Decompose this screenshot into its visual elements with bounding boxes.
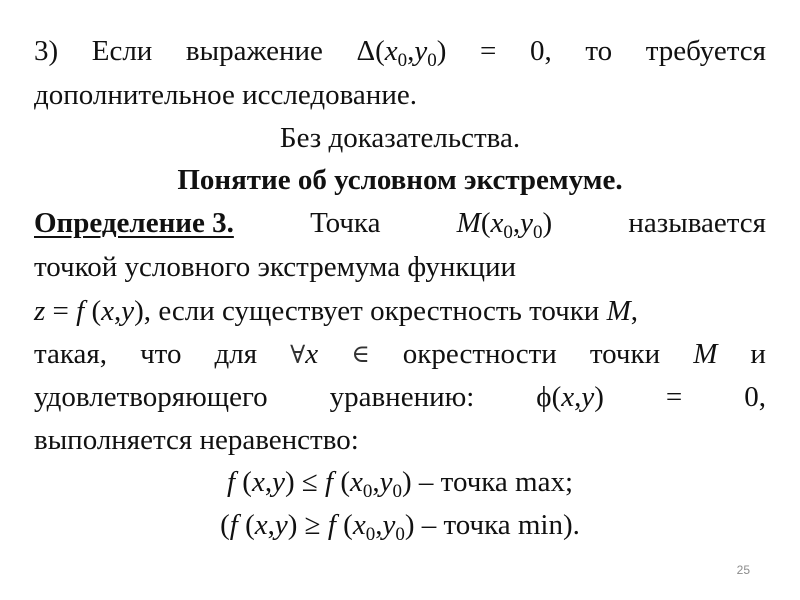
- paren-open: (: [237, 509, 255, 541]
- word: точки: [589, 338, 661, 370]
- delta-open: Δ(: [356, 35, 385, 67]
- max-label: ) – точка max;: [402, 466, 574, 498]
- word: такая,: [34, 338, 108, 370]
- var-x: x: [350, 466, 363, 498]
- var-x: x: [561, 381, 575, 413]
- paren-close: ),: [134, 295, 152, 327]
- var-f: f: [325, 466, 334, 498]
- paren-open: (: [480, 207, 491, 239]
- comma: ,: [264, 466, 273, 498]
- word: то: [585, 35, 613, 67]
- equals: =: [665, 381, 683, 413]
- paren-close: ): [542, 207, 553, 239]
- definition-line: [34, 203, 766, 243]
- subscript: 0: [395, 524, 405, 545]
- paren-open: (: [220, 509, 230, 541]
- comma: ,: [372, 466, 380, 498]
- paren-open: (: [235, 466, 252, 498]
- var-x: x: [305, 338, 319, 370]
- paren-close: ): [594, 381, 604, 413]
- no-proof-note: Без доказательства.: [279, 122, 521, 154]
- var-z: z: [34, 295, 46, 327]
- word: Точка: [310, 207, 381, 239]
- comma: ,: [267, 509, 275, 541]
- comma: ,: [574, 381, 582, 413]
- text-line: выполняется неравенство:: [34, 424, 359, 456]
- var-y: y: [520, 207, 533, 239]
- var-x: x: [384, 35, 398, 67]
- text-line: точкой условного экстремума функции: [34, 251, 517, 283]
- definition-label: Определение 3.: [34, 207, 234, 239]
- delta-expression: [356, 31, 446, 71]
- forall-expression: [290, 334, 318, 375]
- subscript: 0: [533, 222, 543, 243]
- var-f: f: [226, 466, 236, 498]
- equals: =: [45, 295, 77, 327]
- word: уравнению:: [329, 381, 475, 413]
- paren-open: (: [84, 295, 102, 327]
- var-x: x: [101, 295, 115, 327]
- equals: =: [480, 35, 497, 67]
- point-m-expression: [457, 203, 553, 243]
- var-f: f: [229, 509, 238, 541]
- var-x: x: [251, 466, 265, 498]
- condition-3-line: [34, 31, 766, 71]
- quantifier-line: [34, 334, 766, 375]
- var-m: M: [456, 207, 481, 239]
- var-f: f: [76, 295, 85, 327]
- inequality-min: [0, 505, 800, 545]
- comma: ,: [407, 35, 415, 67]
- inequality-max: [0, 462, 800, 502]
- var-y: y: [414, 35, 428, 67]
- word: Если: [91, 35, 153, 67]
- var-x: x: [352, 509, 366, 541]
- phi-symbol: ϕ: [536, 381, 552, 413]
- word: называется: [628, 207, 766, 239]
- paren-open: (: [333, 466, 350, 498]
- comma: ,: [512, 207, 521, 239]
- min-label: ) – точка min).: [404, 509, 580, 541]
- var-y: y: [379, 466, 393, 498]
- comma: ,: [375, 509, 383, 541]
- subscript: 0: [503, 222, 513, 243]
- var-m: M: [693, 338, 718, 370]
- word: для: [214, 338, 258, 370]
- less-equal: ) ≤: [284, 466, 326, 498]
- subscript: 0: [392, 481, 402, 502]
- subscript: 0: [427, 50, 437, 71]
- comma: ,: [630, 295, 638, 327]
- var-m: M: [606, 295, 631, 327]
- var-x: x: [490, 207, 504, 239]
- word: и: [750, 338, 766, 370]
- var-y: y: [272, 466, 285, 498]
- slide-number: 25: [736, 563, 750, 577]
- word: требуется: [645, 35, 766, 67]
- element-of-symbol: ∈: [351, 339, 370, 368]
- var-y: y: [121, 295, 135, 327]
- forall-symbol: ∀: [290, 340, 306, 369]
- paren-close: ): [436, 35, 447, 67]
- text-run: если существует окрестность точки: [151, 295, 607, 327]
- subscript: 0: [397, 50, 408, 71]
- section-heading: Понятие об условном экстремуме.: [177, 164, 623, 196]
- subscript: 0: [365, 524, 376, 545]
- paren-open: (: [551, 381, 562, 413]
- var-y: y: [274, 509, 288, 541]
- var-y: y: [581, 381, 595, 413]
- text-line: дополнительное исследование.: [34, 79, 417, 111]
- comma: ,: [114, 295, 122, 327]
- phi-expression: [536, 377, 604, 417]
- greater-equal: ) ≥: [287, 509, 328, 541]
- zero: 0,: [529, 35, 552, 67]
- function-line: [34, 291, 766, 331]
- subscript: 0: [362, 481, 373, 502]
- word: окрестности: [402, 338, 557, 370]
- word: удовлетворяющего: [34, 381, 268, 413]
- var-y: y: [382, 509, 396, 541]
- var-f: f: [327, 509, 336, 541]
- word: выражение: [185, 35, 323, 67]
- var-x: x: [254, 509, 268, 541]
- word: что: [140, 338, 182, 370]
- item-number: 3): [34, 35, 59, 67]
- paren-open: (: [335, 509, 353, 541]
- zero: 0,: [744, 381, 766, 413]
- constraint-line: [34, 377, 766, 417]
